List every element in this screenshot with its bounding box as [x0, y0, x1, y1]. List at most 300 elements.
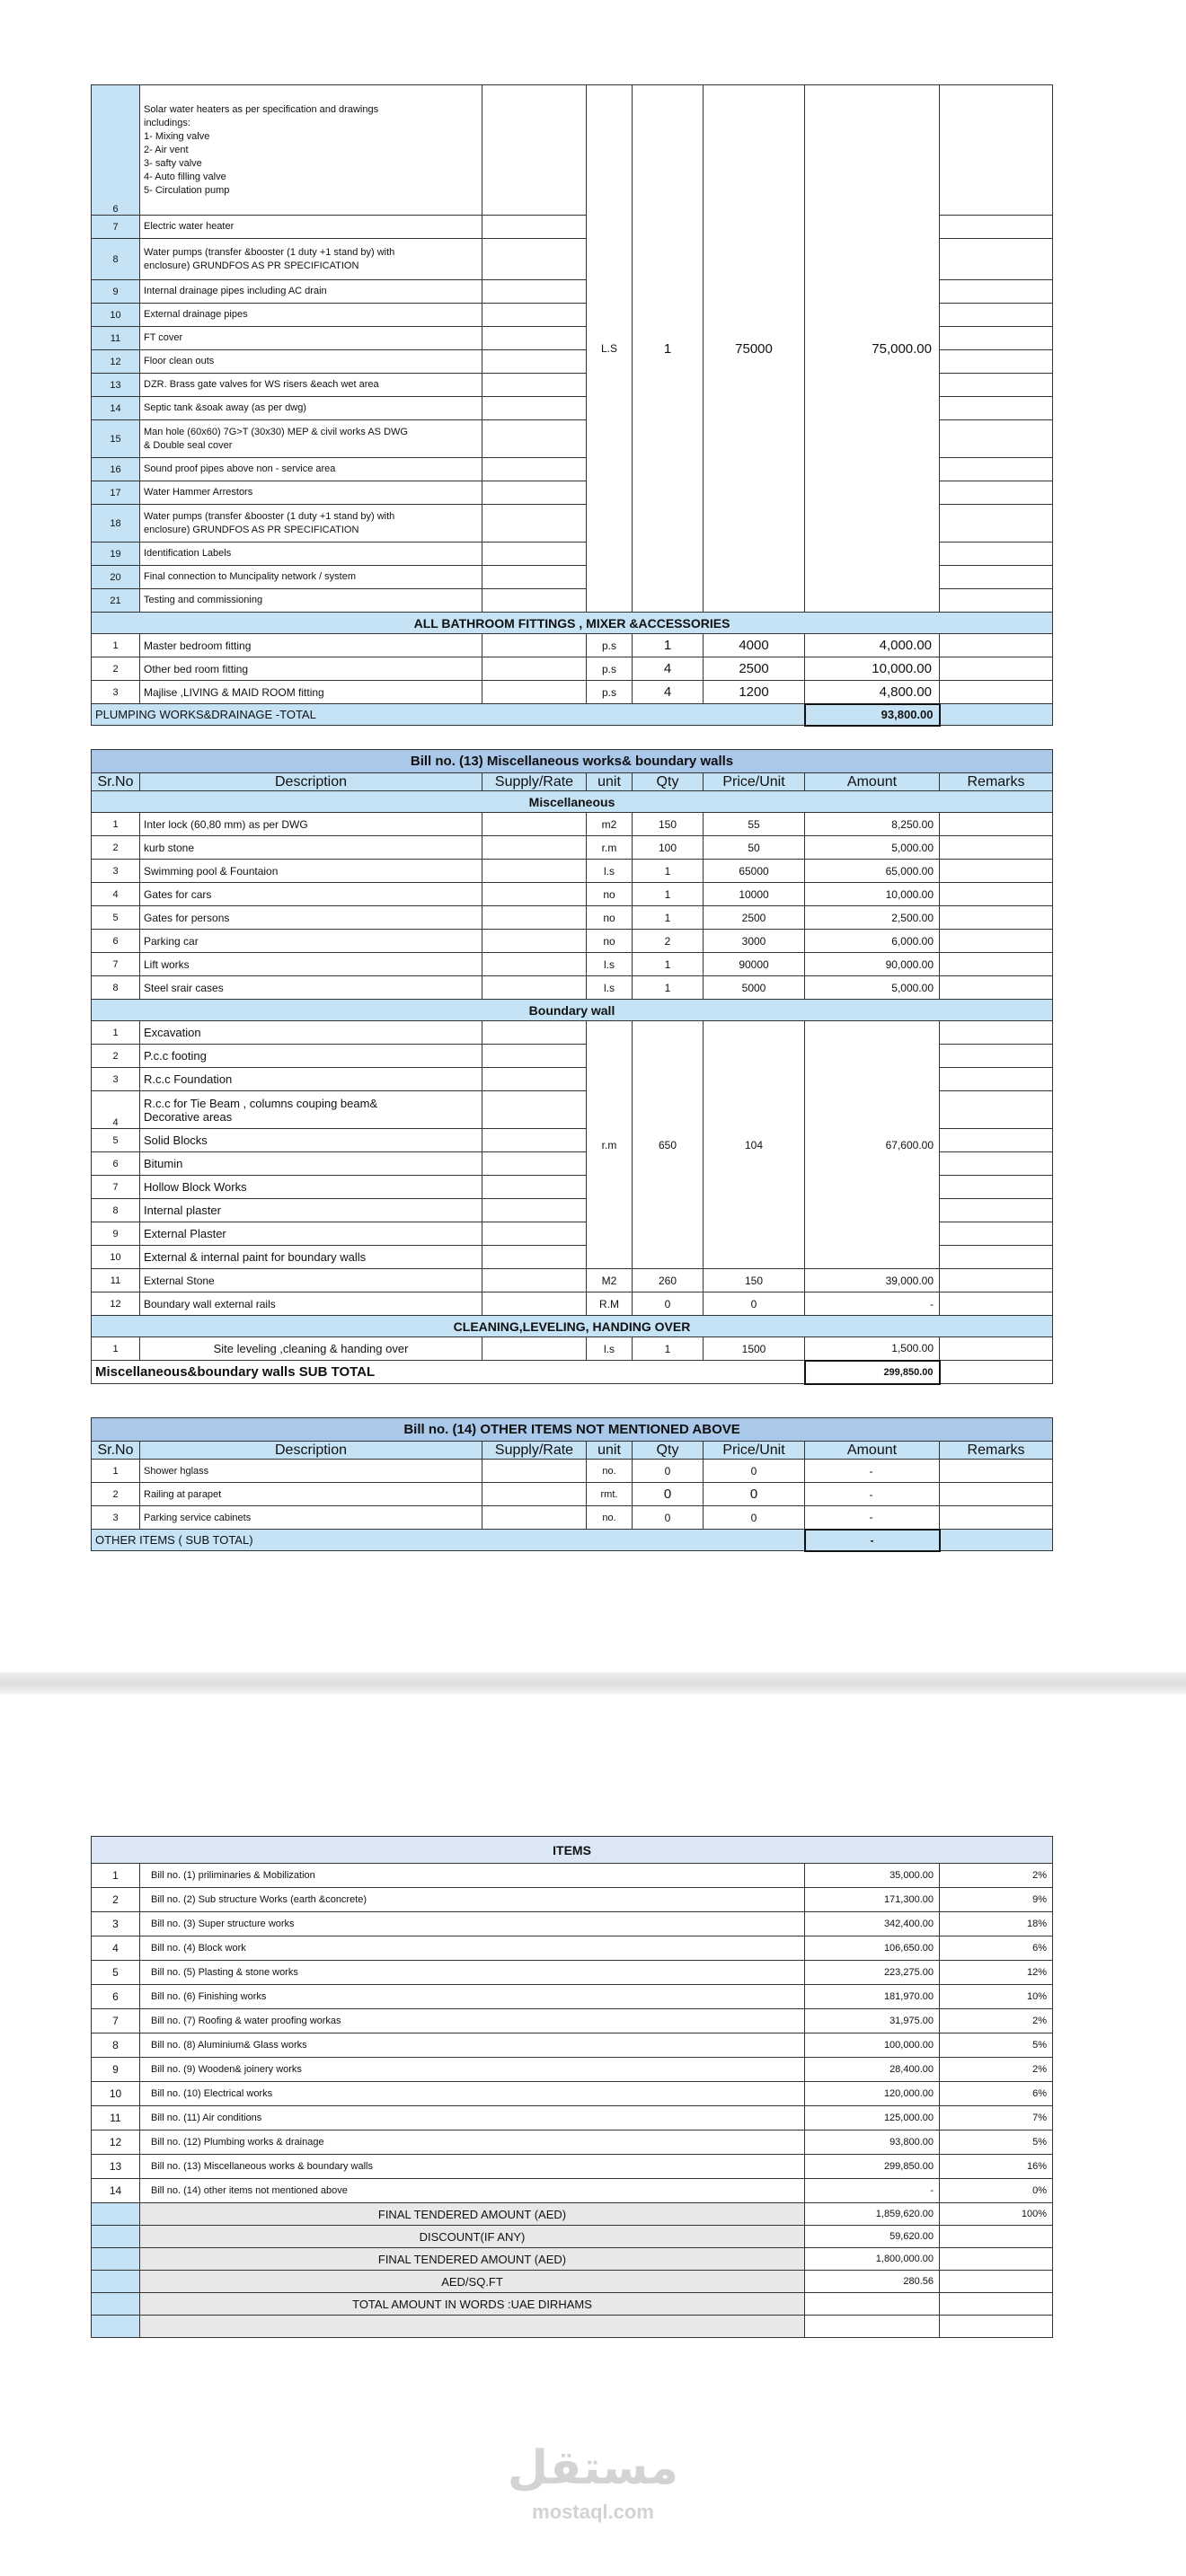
item-description: Gates for cars — [140, 883, 482, 906]
unit-cell: rmt. — [587, 1483, 633, 1506]
remarks-cell — [940, 543, 1053, 566]
bill-14-title: Bill no. (14) OTHER ITEMS NOT MENTIONED ABOVE — [92, 1418, 1053, 1442]
table-row — [92, 1292, 1053, 1316]
summary-percent: 16% — [940, 2155, 1053, 2179]
summary-percent: 2% — [940, 2009, 1053, 2033]
remarks-cell — [940, 1269, 1053, 1292]
remarks-cell — [940, 1152, 1053, 1176]
remarks-cell — [940, 420, 1053, 458]
table-row — [92, 1460, 1053, 1483]
unit-cell: l.s — [587, 860, 633, 883]
remarks-cell — [940, 681, 1053, 704]
remarks-cell — [940, 327, 1053, 350]
supply-rate-cell — [482, 836, 587, 860]
summary-bill-label: Bill no. (2) Sub structure Works (earth &concrete) — [140, 1888, 805, 1912]
item-number: 2 — [92, 1888, 140, 1912]
item-number: 6 — [92, 1152, 140, 1176]
table-row — [92, 1506, 1053, 1530]
qty-cell: 1 — [633, 1337, 704, 1361]
supply-rate-cell — [482, 953, 587, 976]
item-number: 14 — [92, 2179, 140, 2203]
amount-cell: 90,000.00 — [805, 953, 940, 976]
amount-cell: 5,000.00 — [805, 836, 940, 860]
table-row — [92, 1985, 1053, 2009]
item-number: 1 — [92, 1021, 140, 1045]
cleaning-section-header: CLEANING,LEVELING, HANDING OVER — [92, 1316, 1053, 1337]
supply-rate-cell — [482, 1045, 587, 1068]
item-description: FT cover — [140, 327, 482, 350]
item-description: Master bedroom fitting — [140, 634, 482, 657]
col-description: Description — [140, 773, 482, 791]
table-row — [92, 1316, 1053, 1337]
item-number: 10 — [92, 2082, 140, 2106]
item-description: External & internal paint for boundary walls — [140, 1246, 482, 1269]
item-number: 2 — [92, 1483, 140, 1506]
item-number: 19 — [92, 543, 140, 566]
supply-rate-cell — [482, 1460, 587, 1483]
summary-total-amount — [805, 2293, 940, 2316]
item-number: 11 — [92, 1269, 140, 1292]
supply-rate-cell — [482, 1292, 587, 1316]
remarks-cell — [940, 657, 1053, 681]
item-description: Water pumps (transfer &booster (1 duty +1 stand by) with enclosure) GRUNDFOS AS PR SPECIFICATION — [140, 239, 482, 280]
price-cell: 0 — [704, 1483, 805, 1506]
remarks-cell — [940, 458, 1053, 481]
item-description: Majlise ,LIVING & MAID ROOM fitting — [140, 681, 482, 704]
summary-total-amount: 1,800,000.00 — [805, 2248, 940, 2271]
qty-cell: 4 — [633, 681, 704, 704]
summary-table — [91, 1836, 1053, 2338]
summary-blank-number — [92, 2248, 140, 2271]
item-number: 7 — [92, 1176, 140, 1199]
table-row — [92, 953, 1053, 976]
summary-bill-label: Bill no. (13) Miscellaneous works & boundary walls — [140, 2155, 805, 2179]
item-description: R.c.c Foundation — [140, 1068, 482, 1091]
table-row — [92, 2082, 1053, 2106]
page-separator — [0, 1672, 1186, 1694]
qty-cell: 1 — [633, 883, 704, 906]
item-description: Lift works — [140, 953, 482, 976]
table-row — [92, 2293, 1053, 2316]
supply-rate-cell — [482, 280, 587, 304]
summary-bill-label: Bill no. (5) Plasting & stone works — [140, 1961, 805, 1985]
table-row — [92, 883, 1053, 906]
qty-cell: 1 — [633, 634, 704, 657]
remarks-cell — [940, 836, 1053, 860]
summary-total-label: FINAL TENDERED AMOUNT (AED) — [140, 2248, 805, 2271]
supply-rate-cell — [482, 1246, 587, 1269]
summary-bill-label: Bill no. (9) Wooden& joinery works — [140, 2058, 805, 2082]
summary-blank-number — [92, 2316, 140, 2338]
item-number: 10 — [92, 304, 140, 327]
bill-14-total-label: OTHER ITEMS ( SUB TOTAL) — [92, 1530, 805, 1551]
item-description: Electric water heater — [140, 216, 482, 239]
item-description: Boundary wall external rails — [140, 1292, 482, 1316]
summary-amount: - — [805, 2179, 940, 2203]
amount-cell: 4,000.00 — [805, 634, 940, 657]
summary-bill-label: Bill no. (1) priliminaries & Mobilization — [140, 1864, 805, 1888]
col-amount: Amount — [805, 1442, 940, 1460]
summary-percent: 0% — [940, 2179, 1053, 2203]
remarks-cell — [940, 1483, 1053, 1506]
item-description: Excavation — [140, 1021, 482, 1045]
summary-bill-label: Bill no. (3) Super structure works — [140, 1912, 805, 1936]
unit-cell: no — [587, 930, 633, 953]
item-description: Hollow Block Works — [140, 1176, 482, 1199]
amount-cell: - — [805, 1506, 940, 1530]
remarks-cell — [940, 239, 1053, 280]
summary-total-amount: 1,859,620.00 — [805, 2203, 940, 2226]
col-unit: unit — [587, 773, 633, 791]
item-number: 2 — [92, 836, 140, 860]
summary-bill-label: Bill no. (11) Air conditions — [140, 2106, 805, 2130]
plumbing-total-label: PLUMPING WORKS&DRAINAGE -TOTAL — [92, 704, 805, 726]
qty-cell: 150 — [633, 813, 704, 836]
col-remarks: Remarks — [940, 1442, 1053, 1460]
col-description: Description — [140, 1442, 482, 1460]
unit-cell: no — [587, 906, 633, 930]
unit-cell: p.s — [587, 657, 633, 681]
item-number: 12 — [92, 350, 140, 374]
supply-rate-cell — [482, 1199, 587, 1222]
summary-amount: 120,000.00 — [805, 2082, 940, 2106]
qty-cell: 4 — [633, 657, 704, 681]
table-row — [92, 750, 1053, 773]
supply-rate-cell — [482, 930, 587, 953]
supply-rate-cell — [482, 681, 587, 704]
remarks-cell — [940, 1176, 1053, 1199]
price-cell: 90000 — [704, 953, 805, 976]
item-number: 11 — [92, 2106, 140, 2130]
item-number: 9 — [92, 2058, 140, 2082]
item-description: Testing and commissioning — [140, 589, 482, 613]
remarks-cell — [940, 397, 1053, 420]
item-number: 3 — [92, 860, 140, 883]
summary-total-percent — [940, 2226, 1053, 2248]
unit-cell: l.s — [587, 953, 633, 976]
item-number: 1 — [92, 813, 140, 836]
item-number: 8 — [92, 976, 140, 1000]
table-row — [92, 1888, 1053, 1912]
supply-rate-cell — [482, 634, 587, 657]
remarks-cell — [940, 930, 1053, 953]
table-row — [92, 1021, 1053, 1045]
item-number: 3 — [92, 1506, 140, 1530]
unit-cell: M2 — [587, 1269, 633, 1292]
col-qty: Qty — [633, 1442, 704, 1460]
amount-cell: - — [805, 1292, 940, 1316]
table-row — [92, 773, 1053, 791]
bill-14-total-value: - — [805, 1530, 940, 1551]
summary-amount: 181,970.00 — [805, 1985, 940, 2009]
remarks-cell — [940, 589, 1053, 613]
supply-rate-cell — [482, 1269, 587, 1292]
unit-cell: l.s — [587, 1337, 633, 1361]
item-description: Steel srair cases — [140, 976, 482, 1000]
table-row — [92, 2271, 1053, 2293]
item-description: Floor clean outs — [140, 350, 482, 374]
bill-13-total-label: Miscellaneous&boundary walls SUB TOTAL — [92, 1361, 805, 1384]
item-description: R.c.c for Tie Beam , columns couping beam& Decorative areas — [140, 1091, 482, 1129]
item-description: DZR. Brass gate valves for WS risers &each wet area — [140, 374, 482, 397]
remarks-cell — [940, 1045, 1053, 1068]
summary-total-label: FINAL TENDERED AMOUNT (AED) — [140, 2203, 805, 2226]
col-sr-no: Sr.No — [92, 773, 140, 791]
item-description: External drainage pipes — [140, 304, 482, 327]
col-qty: Qty — [633, 773, 704, 791]
item-number: 3 — [92, 1912, 140, 1936]
item-number: 7 — [92, 2009, 140, 2033]
item-number: 1 — [92, 1864, 140, 1888]
supply-rate-cell — [482, 216, 587, 239]
price-cell: 0 — [704, 1506, 805, 1530]
summary-bill-label: Bill no. (6) Finishing works — [140, 1985, 805, 2009]
summary-amount: 93,800.00 — [805, 2130, 940, 2155]
price-cell: 0 — [704, 1292, 805, 1316]
unit-cell: r.m — [587, 836, 633, 860]
unit-cell: no — [587, 883, 633, 906]
amount-cell: 5,000.00 — [805, 976, 940, 1000]
price-cell: 65000 — [704, 860, 805, 883]
bill-13-table — [91, 749, 1053, 1385]
price-cell: 2500 — [704, 906, 805, 930]
price-cell: 10000 — [704, 883, 805, 906]
table-row — [92, 1936, 1053, 1961]
table-row — [92, 1864, 1053, 1888]
summary-total-label: TOTAL AMOUNT IN WORDS :UAE DIRHAMS — [140, 2293, 805, 2316]
price-cell: 5000 — [704, 976, 805, 1000]
summary-amount: 125,000.00 — [805, 2106, 940, 2130]
table-row — [92, 860, 1053, 883]
item-description: Final connection to Muncipality network / system — [140, 566, 482, 589]
price-cell: 50 — [704, 836, 805, 860]
summary-amount: 100,000.00 — [805, 2033, 940, 2058]
amount-cell: 8,250.00 — [805, 813, 940, 836]
table-row — [92, 657, 1053, 681]
remarks-cell — [940, 1460, 1053, 1483]
summary-percent: 18% — [940, 1912, 1053, 1936]
table-row — [92, 813, 1053, 836]
summary-amount: 223,275.00 — [805, 1961, 940, 1985]
summary-percent: 6% — [940, 1936, 1053, 1961]
item-number: 5 — [92, 1129, 140, 1152]
supply-rate-cell — [482, 1506, 587, 1530]
qty-cell: 0 — [633, 1292, 704, 1316]
item-number: 7 — [92, 953, 140, 976]
item-description: Inter lock (60,80 mm) as per DWG — [140, 813, 482, 836]
supply-rate-cell — [482, 883, 587, 906]
item-number: 1 — [92, 634, 140, 657]
summary-total-label: AED/SQ.FT — [140, 2271, 805, 2293]
summary-bill-label: Bill no. (4) Block work — [140, 1936, 805, 1961]
item-number: 4 — [92, 1091, 140, 1129]
supply-rate-cell — [482, 1337, 587, 1361]
summary-percent: 5% — [940, 2033, 1053, 2058]
table-row — [92, 2316, 1053, 2338]
item-number: 16 — [92, 458, 140, 481]
supply-rate-cell — [482, 1483, 587, 1506]
merged-price-cell: 75000 — [704, 85, 805, 613]
item-number: 6 — [92, 85, 140, 216]
item-description: Septic tank &soak away (as per dwg) — [140, 397, 482, 420]
bill-14-table — [91, 1417, 1053, 1552]
supply-rate-cell — [482, 813, 587, 836]
remarks-cell — [940, 883, 1053, 906]
item-description: Bitumin — [140, 1152, 482, 1176]
item-number: 15 — [92, 420, 140, 458]
item-number: 1 — [92, 1460, 140, 1483]
col-amount: Amount — [805, 773, 940, 791]
remarks-cell — [940, 350, 1053, 374]
misc-section-header: Miscellaneous — [92, 791, 1053, 813]
item-description: External Stone — [140, 1269, 482, 1292]
table-row — [92, 2226, 1053, 2248]
qty-cell: 1 — [633, 953, 704, 976]
supply-rate-cell — [482, 860, 587, 883]
remarks-cell — [940, 860, 1053, 883]
bill-13-total-value: 299,850.00 — [805, 1361, 940, 1384]
supply-rate-cell — [482, 543, 587, 566]
qty-cell: 1 — [633, 860, 704, 883]
remarks-cell — [940, 906, 1053, 930]
table-row — [92, 906, 1053, 930]
col-supply-rate: Supply/Rate — [482, 773, 587, 791]
remarks-cell — [940, 1337, 1053, 1361]
supply-rate-cell — [482, 566, 587, 589]
table-row — [92, 1837, 1053, 1864]
remarks-cell — [940, 1199, 1053, 1222]
plumbing-table — [91, 84, 1053, 727]
remarks-cell — [940, 1506, 1053, 1530]
remarks-cell — [940, 374, 1053, 397]
summary-blank-number — [92, 2271, 140, 2293]
supply-rate-cell — [482, 85, 587, 216]
table-row — [92, 634, 1053, 657]
item-number: 12 — [92, 1292, 140, 1316]
item-description: kurb stone — [140, 836, 482, 860]
table-row — [92, 85, 1053, 216]
item-number: 10 — [92, 1246, 140, 1269]
table-row — [92, 791, 1053, 813]
item-description: Identification Labels — [140, 543, 482, 566]
remarks-cell — [940, 304, 1053, 327]
summary-total-amount: 280.56 — [805, 2271, 940, 2293]
remarks-cell — [940, 1068, 1053, 1091]
supply-rate-cell — [482, 906, 587, 930]
table-row — [92, 2106, 1053, 2130]
summary-percent: 2% — [940, 2058, 1053, 2082]
table-row — [92, 2033, 1053, 2058]
remarks-cell — [940, 1222, 1053, 1246]
table-row — [92, 930, 1053, 953]
table-row — [92, 1912, 1053, 1936]
item-description: Shower hglass — [140, 1460, 482, 1483]
supply-rate-cell — [482, 239, 587, 280]
merged-qty-cell: 1 — [633, 85, 704, 613]
col-price-unit: Price/Unit — [704, 773, 805, 791]
remarks-cell — [940, 566, 1053, 589]
summary-bill-label: Bill no. (12) Plumbing works & drainage — [140, 2130, 805, 2155]
item-description: Solid Blocks — [140, 1129, 482, 1152]
summary-header: ITEMS — [92, 1837, 1053, 1864]
item-number: 8 — [92, 1199, 140, 1222]
supply-rate-cell — [482, 1068, 587, 1091]
remarks-cell — [940, 85, 1053, 216]
amount-cell: 4,800.00 — [805, 681, 940, 704]
table-row — [92, 1961, 1053, 1985]
table-row — [92, 1530, 1053, 1551]
summary-amount: 171,300.00 — [805, 1888, 940, 1912]
boundary-section-header: Boundary wall — [92, 1000, 1053, 1021]
summary-total-label: DISCOUNT(IF ANY) — [140, 2226, 805, 2248]
merged-unit-cell: r.m — [587, 1021, 633, 1269]
item-description: Site leveling ,cleaning & handing over — [140, 1337, 482, 1361]
summary-percent: 12% — [940, 1961, 1053, 1985]
item-description: Parking car — [140, 930, 482, 953]
price-cell: 4000 — [704, 634, 805, 657]
item-description: Gates for persons — [140, 906, 482, 930]
item-number: 21 — [92, 589, 140, 613]
supply-rate-cell — [482, 976, 587, 1000]
item-number: 9 — [92, 280, 140, 304]
table-row — [92, 1361, 1053, 1384]
amount-cell: 2,500.00 — [805, 906, 940, 930]
item-description: Swimming pool & Fountaion — [140, 860, 482, 883]
summary-amount: 299,850.00 — [805, 2155, 940, 2179]
summary-bill-label: Bill no. (14) other items not mentioned above — [140, 2179, 805, 2203]
amount-cell: 10,000.00 — [805, 657, 940, 681]
item-number: 5 — [92, 906, 140, 930]
remarks-cell — [940, 1292, 1053, 1316]
price-cell: 150 — [704, 1269, 805, 1292]
item-number: 7 — [92, 216, 140, 239]
summary-amount: 106,650.00 — [805, 1936, 940, 1961]
item-description: Railing at parapet — [140, 1483, 482, 1506]
table-row — [92, 1337, 1053, 1361]
summary-bill-label: Bill no. (7) Roofing & water proofing workas — [140, 2009, 805, 2033]
item-description: Water pumps (transfer &booster (1 duty +1 stand by) with enclosure) GRUNDFOS AS PR SPECIFICATION — [140, 505, 482, 543]
qty-cell: 260 — [633, 1269, 704, 1292]
supply-rate-cell — [482, 1021, 587, 1045]
amount-cell: 39,000.00 — [805, 1269, 940, 1292]
item-description: Internal drainage pipes including AC drain — [140, 280, 482, 304]
summary-blank-number — [92, 2226, 140, 2248]
table-row — [92, 1483, 1053, 1506]
supply-rate-cell — [482, 657, 587, 681]
amount-cell: 6,000.00 — [805, 930, 940, 953]
remarks-cell — [940, 634, 1053, 657]
summary-total-percent — [940, 2248, 1053, 2271]
amount-cell: 65,000.00 — [805, 860, 940, 883]
price-cell: 0 — [704, 1460, 805, 1483]
qty-cell: 1 — [633, 976, 704, 1000]
table-row — [92, 2058, 1053, 2082]
qty-cell: 2 — [633, 930, 704, 953]
summary-total-percent — [940, 2293, 1053, 2316]
item-number: 8 — [92, 2033, 140, 2058]
table-row — [92, 976, 1053, 1000]
supply-rate-cell — [482, 589, 587, 613]
summary-total-amount: 59,620.00 — [805, 2226, 940, 2248]
table-row — [92, 2155, 1053, 2179]
supply-rate-cell — [482, 481, 587, 505]
table-row — [92, 681, 1053, 704]
item-number: 8 — [92, 239, 140, 280]
item-description: Internal plaster — [140, 1199, 482, 1222]
unit-cell: m2 — [587, 813, 633, 836]
qty-cell: 1 — [633, 906, 704, 930]
table-row — [92, 2179, 1053, 2203]
